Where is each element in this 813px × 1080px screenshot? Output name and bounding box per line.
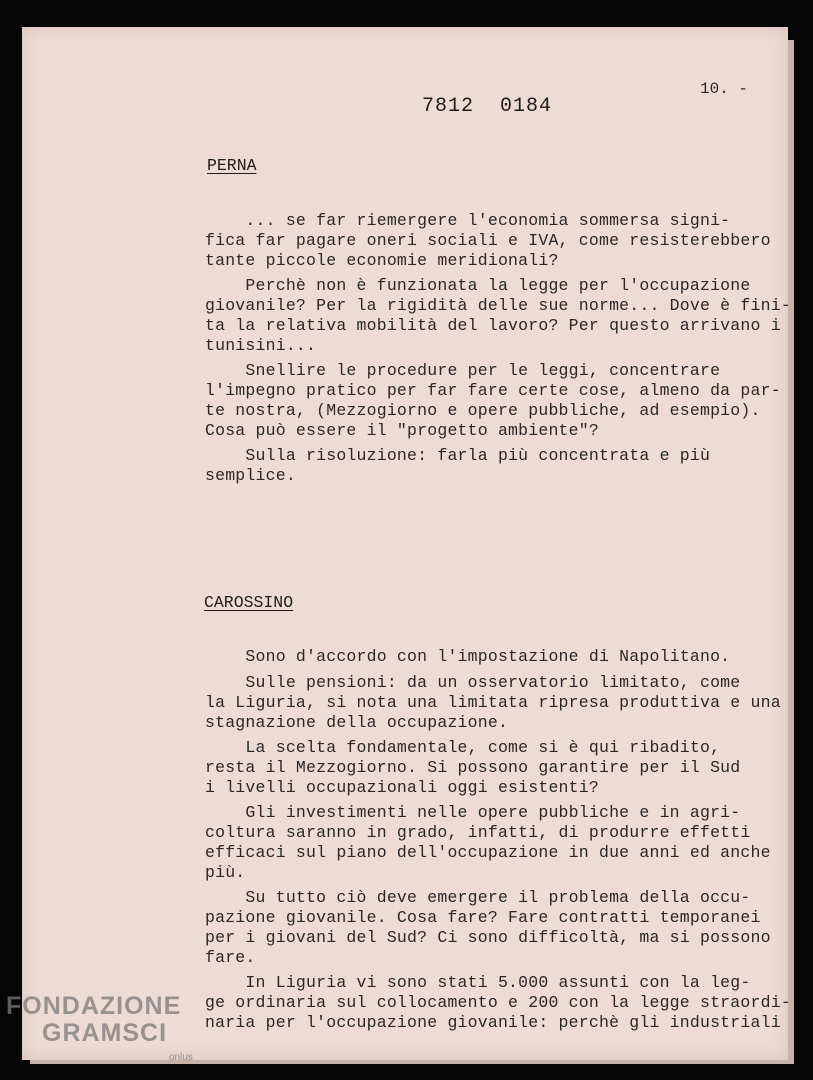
watermark-onlus: onlus [169,1052,193,1063]
text-line-with-handwritten-correction: Sulle pensioni: da un osservatorio limitato, come [205,673,741,692]
text-line: pazione giovanile. Cosa fare? Fare contratti temporanei [205,908,761,927]
text-line: Snellire le procedure per le leggi, concentrare [205,361,721,380]
page-number: 10. - [700,80,749,98]
text-line: Sulla risoluzione: farla più concentrata e più [205,446,711,465]
text-line: La scelta fondamentale, come si è qui ribadito, [205,738,721,757]
text-line: coltura saranno in grado, infatti, di produrre effetti [205,823,751,842]
text-line: resta il Mezzogiorno. Si possono garantire per il Sud [205,758,741,777]
text-line: giovanile? Per la rigidità delle sue norme... Dove è fini- [205,296,791,315]
watermark-line1: FONDAZIONE [6,992,182,1020]
text-line: più. [205,863,246,882]
text-line: Perchè non è funzionata la legge per l'occupazione [205,276,751,295]
speaker-heading-perna: PERNA [207,156,257,175]
fondazione-gramsci-watermark [6,992,193,1063]
page-edge-right [788,40,794,1060]
text-line: Cosa può essere il "progetto ambiente"? [205,421,599,440]
text-line: semplice. [205,466,296,485]
text-line: tunisini... [205,336,317,355]
text-line: Gli investimenti nelle opere pubbliche e in agri- [205,803,741,822]
text-line: ta la relativa mobilità del lavoro? Per questo arrivano i [205,316,781,335]
page-edge-bottom [30,1060,794,1064]
text-line: efficaci sul piano dell'occupazione in due anni ed anche [205,843,771,862]
text-line: fica far pagare oneri sociali e IVA, come resisterebbero [205,231,771,250]
text-line: naria per l'occupazione giovanile: perchè gli industriali [205,1013,781,1032]
text-line: fare. [205,948,256,967]
text-line: Su tutto ciò deve emergere il problema della occu- [205,888,751,907]
text-line: per i giovani del Sud? Ci sono difficoltà, ma si possono [205,928,771,947]
text-line: i livelli occupazionali oggi esistenti? [205,778,599,797]
text-line: stagnazione della occupazione. [205,713,509,732]
text-line: In Liguria vi sono stati 5.000 assunti con la leg- [205,973,751,992]
watermark-line2: GRAMSCI [42,1019,168,1047]
text-line: ge ordinaria sul collocamento e 200 con la legge straordi- [205,993,791,1012]
text-line: Sono d'accordo con l'impostazione di Napolitano. [205,647,731,666]
speaker-heading-carossino: CAROSSINO [204,593,294,612]
text-line: tante piccole economie meridionali? [205,251,559,270]
text-line: te nostra, (Mezzogiorno e opere pubbliche, ad esempio). [205,401,761,420]
text-line: la Liguria, si nota una limitata ripresa produttiva e una [205,693,781,712]
archive-document-number: 7812 0184 [422,95,553,118]
text-line: ... se far riemergere l'economia sommersa signi- [205,211,731,230]
text-line: l'impegno pratico per far fare certe cose, almeno da par- [205,381,781,400]
